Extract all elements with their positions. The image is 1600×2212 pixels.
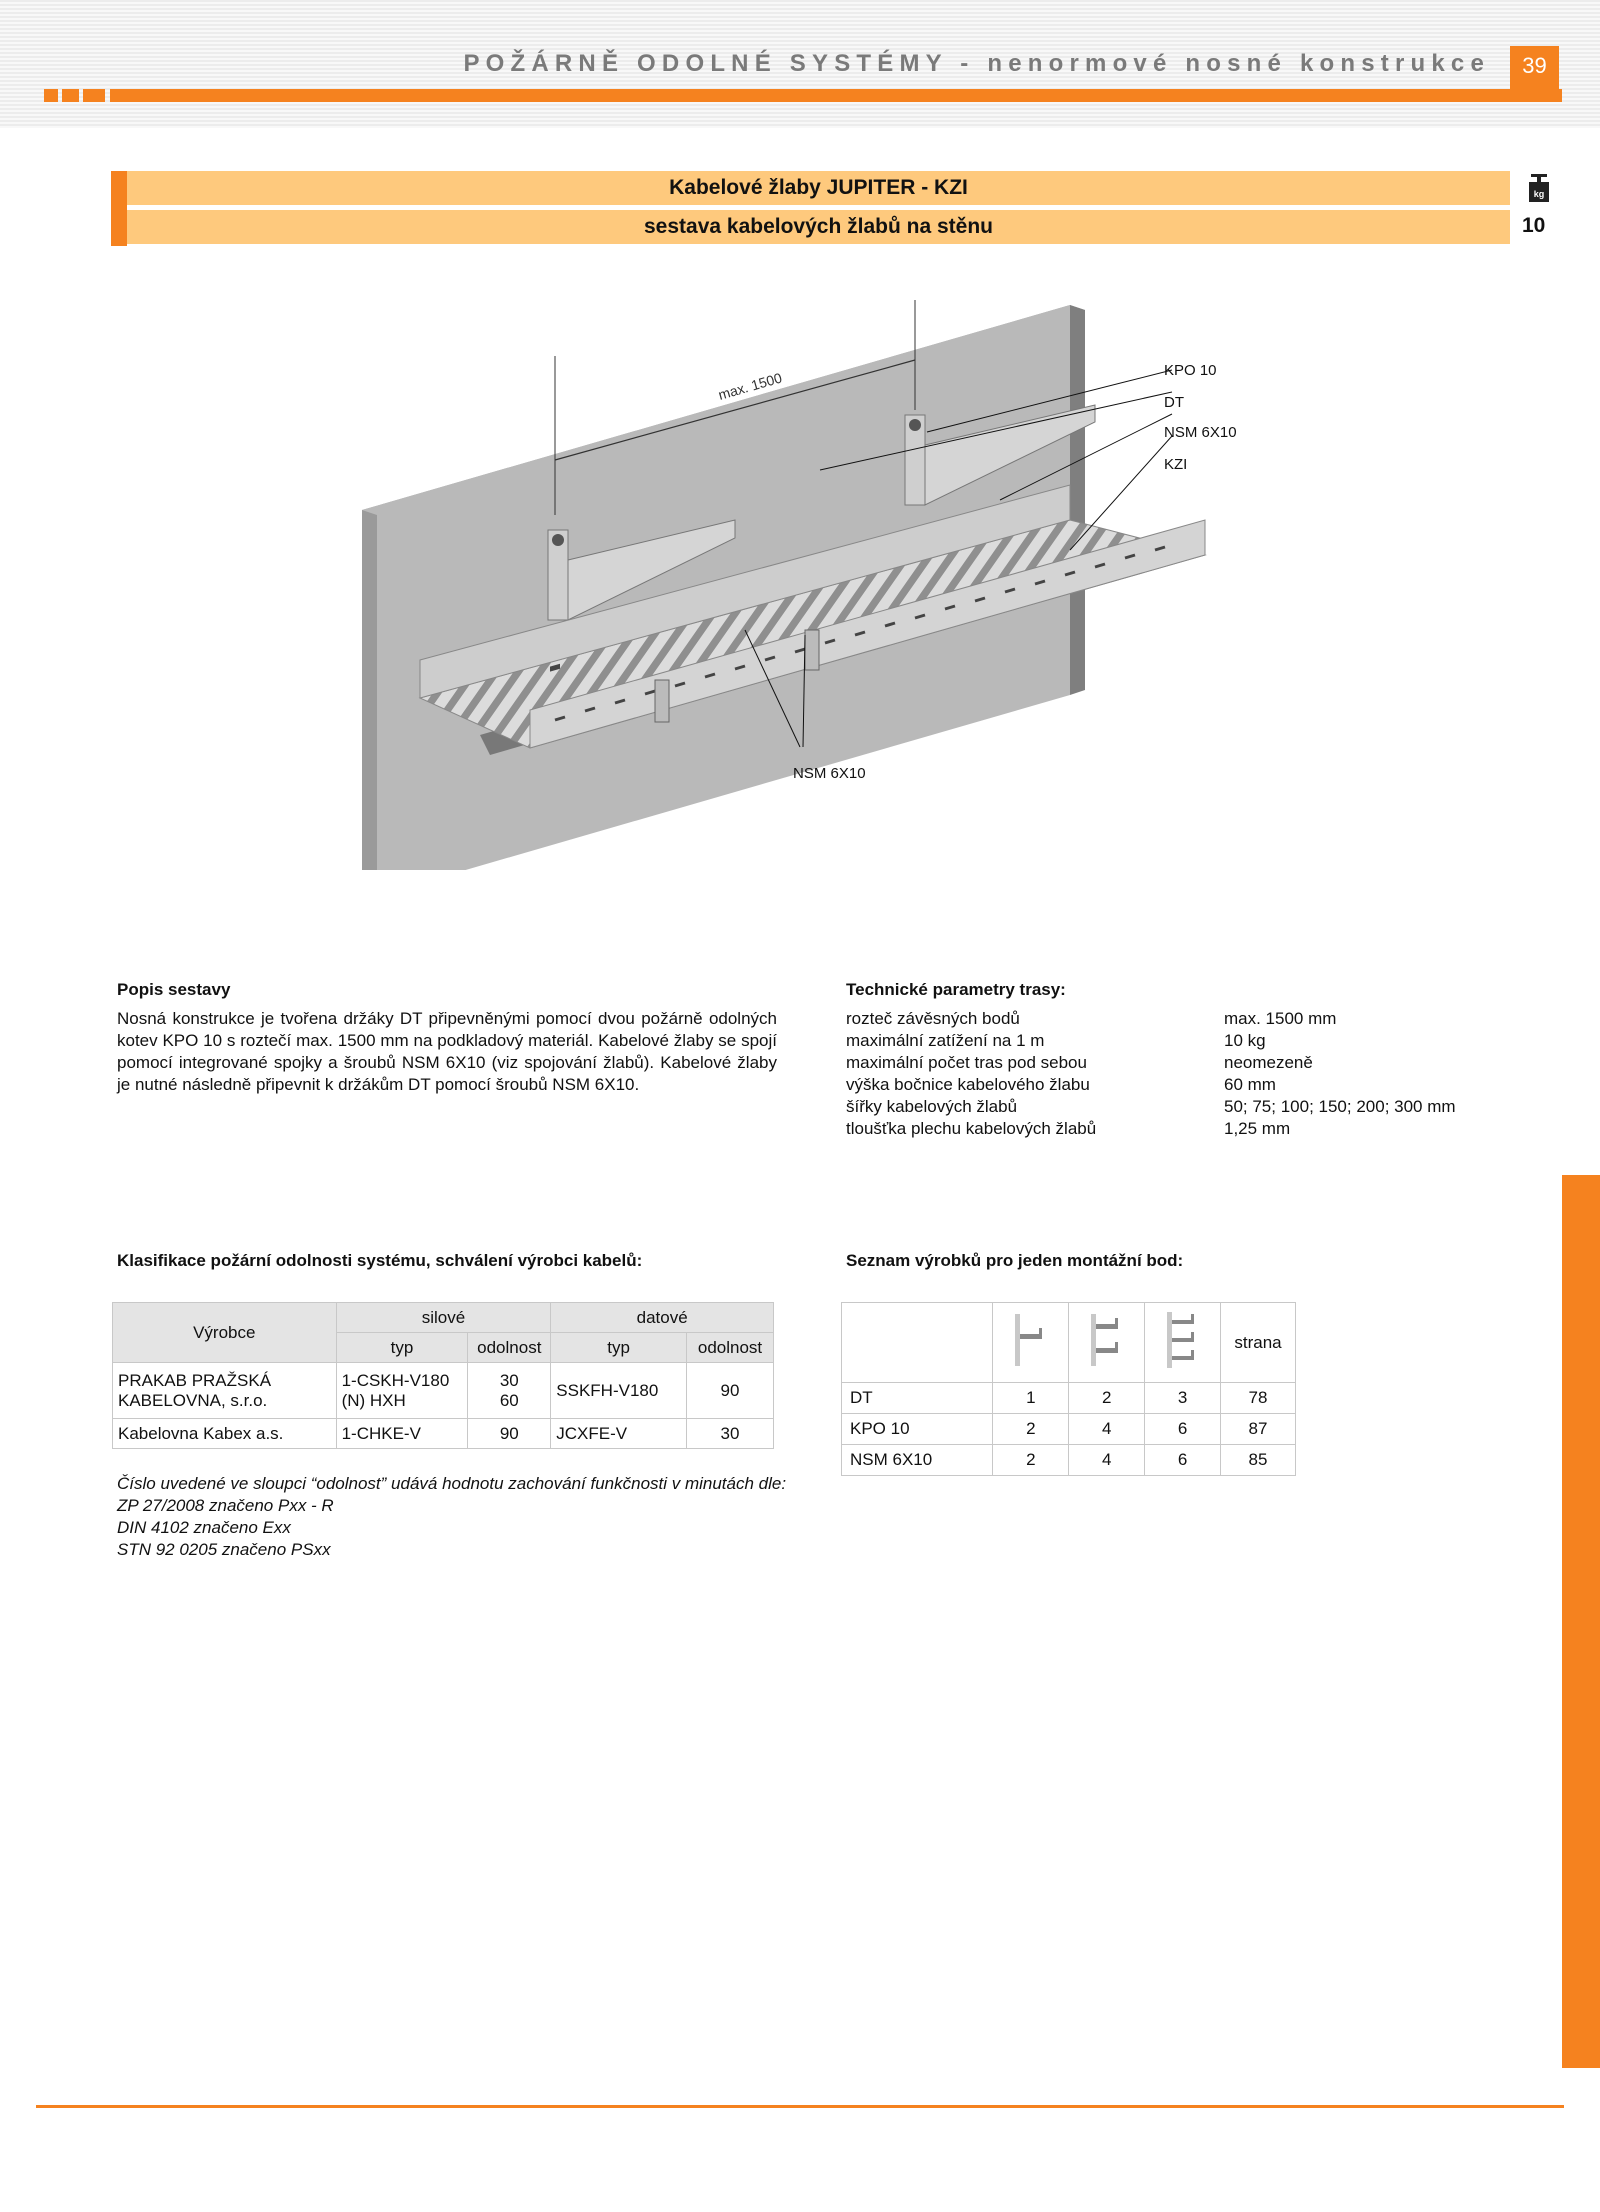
- params-values: [1224, 1008, 1456, 1140]
- title-bar-accent: [111, 171, 127, 246]
- param-label: maximální zatížení na 1 m: [846, 1031, 1045, 1050]
- product-title: Kabelové žlaby JUPITER - KZI: [127, 171, 1510, 205]
- param-row: [846, 1074, 1096, 1096]
- param-value: 10 kg: [1224, 1031, 1266, 1050]
- popis-heading: Popis sestavy: [117, 980, 231, 999]
- cell-product: KPO 10: [842, 1414, 993, 1445]
- klasifikace-heading: Klasifikace požární odolnosti systému, schválení výrobci kabelů:: [117, 1251, 643, 1270]
- group-datove: datové: [551, 1303, 774, 1333]
- cell-datove-odolnost: 90: [687, 1363, 774, 1419]
- footer-line: [36, 2105, 1564, 2108]
- svg-text:kg: kg: [1533, 189, 1545, 199]
- sub-odolnost: odolnost: [468, 1333, 551, 1363]
- klasifikace-table: [112, 1302, 774, 1449]
- param-label: maximální počet tras pod sebou: [846, 1053, 1087, 1072]
- callout-kzi: KZI: [1164, 456, 1188, 473]
- double-tray-icon: [1069, 1303, 1145, 1383]
- param-value: neomezeně: [1224, 1053, 1313, 1072]
- param-row: [846, 1008, 1096, 1030]
- cell-count: 3: [1145, 1383, 1221, 1414]
- odolnost-note: [117, 1473, 797, 1561]
- header-square: [44, 89, 58, 102]
- popis-text: Nosná konstrukce je tvořena držáky DT připevněnými pomocí dvou požárně odolných kotev KPO 10 s roztečí max. 1500 mm na podkladový materiál. Kabelové žlaby se spojí pomocí integrované spojky a šroubů NSM 6X10 (viz spojování žlabů). Kabelové žlaby je nutné následně připevnit k držákům DT pomocí šroubů NSM 6X10.: [117, 1009, 777, 1094]
- table-row: [842, 1445, 1296, 1476]
- cell-count: 2: [993, 1445, 1069, 1476]
- col-vyrobce: Výrobce: [113, 1303, 337, 1363]
- header-square: [62, 89, 79, 102]
- header-square: [83, 89, 105, 102]
- param-row: [846, 1030, 1096, 1052]
- cell-datove-typ: SSKFH-V180: [551, 1363, 687, 1419]
- triple-tray-icon: [1145, 1303, 1221, 1383]
- cell-vyrobce: PRAKAB PRAŽSKÁ KABELOVNA, s.r.o.: [113, 1363, 337, 1419]
- table-row: [113, 1419, 774, 1449]
- cell-strana: 87: [1221, 1414, 1296, 1445]
- cell-silove-odolnost: 90: [468, 1419, 551, 1449]
- param-value: 60 mm: [1224, 1075, 1276, 1094]
- cell-vyrobce: Kabelovna Kabex a.s.: [113, 1419, 337, 1449]
- callout-dt: DT: [1164, 394, 1184, 411]
- param-label: výška bočnice kabelového žlabu: [846, 1075, 1090, 1094]
- param-value: 1,25 mm: [1224, 1119, 1291, 1138]
- cell-count: 2: [1069, 1383, 1145, 1414]
- cell-count: 2: [993, 1414, 1069, 1445]
- cell-silove-typ: 1-CHKE-V: [336, 1419, 468, 1449]
- param-row: [846, 1096, 1096, 1118]
- cell-silove-typ: 1-CSKH-V180 (N) HXH: [336, 1363, 468, 1419]
- note-line: STN 92 0205 značeno PSxx: [117, 1540, 331, 1559]
- callout-kpo10: KPO 10: [1164, 362, 1217, 379]
- weight-kg-icon: [1529, 174, 1549, 202]
- table-row: [842, 1414, 1296, 1445]
- cell-silove-odolnost: 30 60: [468, 1363, 551, 1419]
- cell-strana: 85: [1221, 1445, 1296, 1476]
- seznam-heading: Seznam výrobků pro jeden montážní bod:: [846, 1251, 1184, 1270]
- sub-odolnost: odolnost: [687, 1333, 774, 1363]
- param-value: 50; 75; 100; 150; 200; 300 mm: [1224, 1097, 1456, 1116]
- param-value: max. 1500 mm: [1224, 1009, 1337, 1028]
- seznam-table: [841, 1302, 1296, 1476]
- cell-count: 4: [1069, 1445, 1145, 1476]
- group-silove: silové: [336, 1303, 551, 1333]
- single-tray-icon: [993, 1303, 1069, 1383]
- side-accent-bar: [1562, 1175, 1600, 2068]
- param-label: šířky kabelových žlabů: [846, 1097, 1018, 1116]
- cell-datove-odolnost: 30: [687, 1419, 774, 1449]
- sub-typ: typ: [336, 1333, 468, 1363]
- header-title: POŽÁRNĚ ODOLNÉ SYSTÉMY - nenormové nosné konstrukce: [463, 50, 1490, 77]
- cell-count: 4: [1069, 1414, 1145, 1445]
- seznam-corner: [842, 1303, 993, 1383]
- weight-value: 10: [1522, 214, 1546, 237]
- cell-count: 1: [993, 1383, 1069, 1414]
- params-list: [846, 1008, 1096, 1140]
- dimension-label: max. 1500: [716, 369, 784, 403]
- param-label: tloušťka plechu kabelových žlabů: [846, 1119, 1097, 1138]
- note-line: ZP 27/2008 značeno Pxx - R: [117, 1496, 334, 1515]
- cell-datove-typ: JCXFE-V: [551, 1419, 687, 1449]
- cell-product: DT: [842, 1383, 993, 1414]
- note-line: Číslo uvedené ve sloupci “odolnost” udává hodnotu zachování funkčnosti v minutách dle:: [117, 1474, 787, 1493]
- table-row: [113, 1363, 774, 1419]
- table-row: [842, 1383, 1296, 1414]
- note-line: DIN 4102 značeno Exx: [117, 1518, 291, 1537]
- cell-strana: 78: [1221, 1383, 1296, 1414]
- cell-product: NSM 6X10: [842, 1445, 993, 1476]
- callout-nsm-bottom: NSM 6X10: [793, 765, 866, 782]
- sub-typ: typ: [551, 1333, 687, 1363]
- product-subtitle: sestava kabelových žlabů na stěnu: [127, 210, 1510, 244]
- param-row: [846, 1118, 1096, 1140]
- param-label: rozteč závěsných bodů: [846, 1009, 1020, 1028]
- param-row: [846, 1052, 1096, 1074]
- cell-count: 6: [1145, 1414, 1221, 1445]
- header-orange-line: [110, 89, 1562, 102]
- cable-tray-illustration: [350, 300, 1250, 870]
- cell-count: 6: [1145, 1445, 1221, 1476]
- header-strana: strana: [1221, 1303, 1296, 1383]
- page-number: 39: [1510, 46, 1559, 102]
- params-heading: Technické parametry trasy:: [846, 980, 1066, 999]
- callout-nsm: NSM 6X10: [1164, 424, 1237, 441]
